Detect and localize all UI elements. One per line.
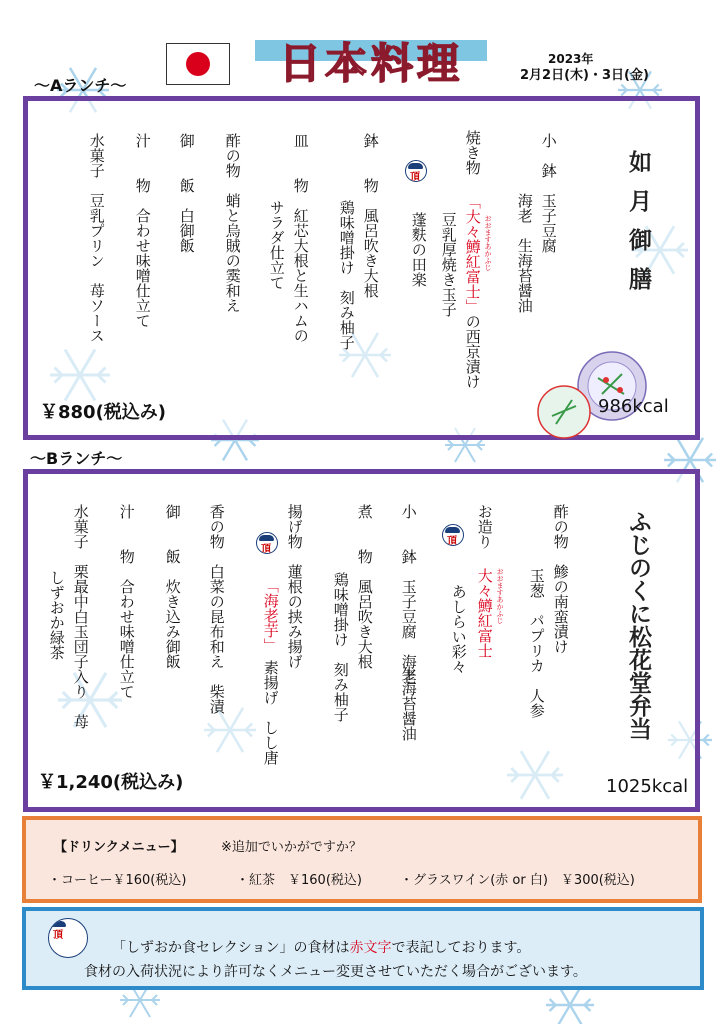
lunch-b-line: しずおか緑茶 xyxy=(47,570,66,660)
lunch-b-line: 玉葱 パプリカ 人参 xyxy=(527,568,546,718)
lunch-b-line: 揚げ物 蓮根の挟み揚げ xyxy=(285,504,304,669)
lunch-b-line: 「海老芋」 xyxy=(261,578,280,653)
lunch-a-line: 蓬麩の田楽 xyxy=(409,212,428,287)
drink-menu-title: 【ドリンクメニュー】 xyxy=(54,840,184,855)
notice-red-text: 赤文字 xyxy=(349,940,392,956)
lunch-b-line: 汁 物 合わせ味噌仕立て xyxy=(117,504,136,699)
drink-item: ・紅茶 ￥160(税込) xyxy=(236,873,362,888)
lunch-a-line: サラダ仕立て xyxy=(267,200,286,290)
seal-icon xyxy=(405,160,427,182)
lunch-a-line: 鶏味噌掛け 刻み柚子 xyxy=(337,200,356,350)
date-days: 2月2日(木)・3日(金) xyxy=(520,68,649,83)
lunch-b-line: 水菓子 栗最中白玉団子入り 苺 xyxy=(71,504,90,729)
lunch-b-kcal: 1025kcal xyxy=(606,776,689,797)
lunch-b-line: 小 鉢 玉子豆腐 海老 xyxy=(399,504,418,684)
drink-item: ・コーヒー￥160(税込) xyxy=(48,873,187,888)
notice-line-2: 食材の入荷状況により許可なくメニュー変更させていただく場合がございます。 xyxy=(84,964,587,980)
japan-flag xyxy=(166,43,230,85)
lunch-b-line: お造り xyxy=(475,504,494,549)
lunch-b-line: 御 飯 炊き込み御飯 xyxy=(163,504,182,669)
lunch-b-line: 煮 物 風呂吹き大根 xyxy=(355,504,374,669)
lunch-b-line: 素揚げ しし唐 xyxy=(261,660,280,765)
seal-icon xyxy=(256,532,278,554)
snowflake-icon xyxy=(546,985,594,1024)
lunch-a-kcal: 986kcal xyxy=(598,396,669,417)
lunch-a-line: 小 鉢 玉子豆腐 xyxy=(539,133,558,253)
lunch-a-heading: 如月御膳 xyxy=(625,150,651,306)
date-year: 2023年 xyxy=(548,52,594,66)
lunch-b-line: あしらい彩々 xyxy=(449,584,468,674)
lunch-a-line: 海老 生海苔醤油 xyxy=(515,133,534,313)
lunch-a-line xyxy=(464,194,480,389)
lunch-b-heading: ふじのくに松花堂弁当 xyxy=(625,510,651,740)
lunch-a-label: ～Aランチ～ xyxy=(34,76,127,95)
lunch-a-line: 汁 物 合わせ味噌仕立て xyxy=(133,133,152,328)
notice-text: 「しずおか食セレクション」の食材は xyxy=(112,940,350,956)
lunch-a-line: 焼き物 xyxy=(463,130,482,175)
drink-menu-note: ※追加でいかがですか？ xyxy=(221,840,362,855)
drink-menu-box xyxy=(22,816,702,903)
page-title: 日本料理 xyxy=(255,40,487,88)
lunch-b-line: 生海苔醤油 xyxy=(399,666,418,741)
drink-item: ・グラスワイン(赤 or 白) ￥300(税込) xyxy=(400,873,635,888)
lunch-b-line: 香の物 白菜の昆布和え 柴漬 xyxy=(207,504,226,714)
lunch-a-line: 水菓子 豆乳プリン 苺ソース xyxy=(87,133,106,343)
lunch-b-line: 酢の物 鯵の南蛮漬け xyxy=(551,504,570,654)
lunch-b-label: ～Bランチ～ xyxy=(30,449,123,468)
notice-line-1 xyxy=(112,937,530,957)
seal-icon xyxy=(48,918,88,958)
lunch-a-price: ￥880(税込み) xyxy=(40,402,167,423)
lunch-a-line: 鉢 物 風呂吹き大根 xyxy=(361,133,380,298)
ruby-text: おおますあかふじ xyxy=(496,568,504,624)
red-ingredient: 「大々鱒紅富士」 xyxy=(463,194,482,314)
seal-icon xyxy=(442,524,464,546)
lunch-a-line: 酢の物 蛸と烏賊の霙和え xyxy=(223,133,242,313)
lunch-b-line: 大々鱒紅富士 xyxy=(475,568,494,658)
ruby-text: おおますあかふじ xyxy=(484,215,492,271)
lunch-a-line: 豆乳厚焼き玉子 xyxy=(439,212,458,317)
ingredient-text: の西京漬け xyxy=(463,314,482,389)
notice-text: で表記しております。 xyxy=(391,940,531,956)
lunch-b-line: 鶏味噌掛け 刻み柚子 xyxy=(331,572,350,722)
lunch-a-line: 御 飯 白御飯 xyxy=(177,133,196,253)
lunch-b-price: ￥1,240(税込み) xyxy=(38,772,184,793)
lunch-a-line: 皿 物 紅芯大根と生ハムの xyxy=(291,133,310,343)
